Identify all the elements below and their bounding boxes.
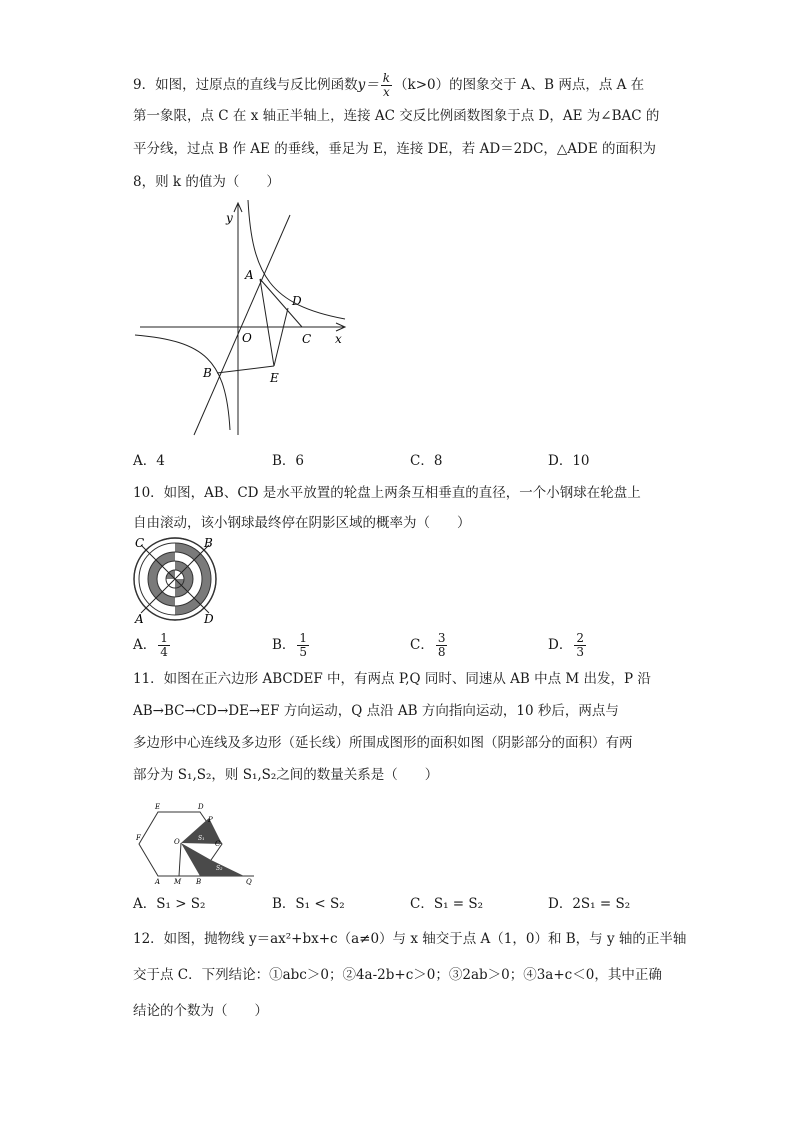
q9-option-b[interactable]: B．6 — [272, 453, 305, 469]
q9-label-x: x — [335, 332, 342, 346]
q9-func-den: x — [382, 85, 390, 99]
q12-line-3: 结论的个数为（ ） — [133, 1003, 268, 1019]
q10-label-B: B — [204, 536, 213, 550]
q9-func-num: k — [382, 71, 391, 85]
q11-label-S2: S₂ — [216, 865, 223, 872]
q9-segment-BE — [217, 366, 274, 373]
q10-option-b[interactable]: B． $\frac{1}{5}$ — [272, 631, 308, 659]
q11-label-B: B — [196, 878, 202, 885]
q9-line-2: 第一象限，点 C 在 x 轴正半轴上，连接 AC 交反比例函数图象于点 D，AE 为∠BAC 的 — [133, 108, 660, 124]
q10-label-D: D — [204, 612, 214, 626]
q12-line-2: 交于点 C．下列结论：①abc＞0；②4a-2b+c＞0；③2ab＞0；④3a+c＜0，其中正确 — [133, 967, 662, 983]
q9-line-1 — [133, 72, 644, 99]
q11-line-1: 11．如图在正六边形 ABCDEF 中，有两点 P,Q 同时、同速从 AB 中点 M 出发，P 沿 — [133, 671, 651, 687]
q9-label-D: D — [292, 294, 302, 308]
q11-line-4: 部分为 S₁,S₂，则 S₁,S₂之间的数量关系是（ ） — [133, 767, 439, 783]
q11-label-S1: S₁ — [198, 835, 205, 842]
q11-segment-OM — [179, 843, 181, 876]
q11-label-Q: Q — [246, 878, 252, 885]
q10-line-1: 10．如图，AB、CD 是水平放置的轮盘上两条互相垂直的直径，一个小钢球在轮盘上 — [133, 485, 641, 501]
q11-label-E: E — [155, 803, 161, 811]
q11-label-O: O — [174, 838, 180, 846]
q11-option-c[interactable]: C．S₁ = S₂ — [410, 896, 484, 912]
q9-label-E: E — [270, 371, 279, 385]
q11-label-A: A — [155, 878, 161, 885]
q11-label-C: C — [215, 840, 221, 848]
q11-line-3: 多边形中心连线及多边形（延长线）所围成图形的面积如图（阴影部分的面积）有两 — [133, 735, 633, 751]
q11-label-F: F — [136, 834, 141, 842]
q11-hexagon-figure — [136, 800, 261, 885]
q11-shaded-S2 — [181, 843, 244, 876]
q9-line-AB — [194, 215, 290, 435]
q11-option-a[interactable]: A．S₁ > S₂ — [133, 896, 206, 912]
q9-hyperbola-lower — [135, 335, 230, 430]
q9-line-3: 平分线，过点 B 作 AE 的垂线，垂足为 E，连接 DE，若 AD＝2DC，△ADE 的面积为 — [133, 141, 657, 157]
q9-label-O: O — [242, 331, 252, 345]
q9-label-B: B — [203, 366, 212, 380]
q10-option-d[interactable]: D． $\frac{2}{3}$ — [548, 631, 584, 659]
q9-func-fraction — [381, 72, 392, 99]
q11-label-P: P — [208, 816, 213, 824]
q9-segment-DE — [274, 308, 288, 366]
q10-line-2: 自由滚动，该小钢球最终停在阴影区域的概率为（ ） — [133, 515, 471, 531]
q12-line-1: 12．如图，抛物线 y＝ax²+bx+c（a≠0）与 x 轴交于点 A（1，0）和 B，与 y 轴的正半轴 — [133, 931, 687, 947]
q10-label-A: A — [135, 612, 144, 626]
q9-figure — [130, 195, 360, 440]
q11-line-2: AB→BC→CD→DE→EF 方向运动，Q 点沿 AB 方向指向运动，10 秒后，两点与 — [133, 703, 619, 719]
q9-option-c[interactable]: C．8 — [410, 453, 443, 469]
q9-label-A: A — [245, 268, 254, 282]
q9-text-post: （k>0）的图象交于 A、B 两点，点 A 在 — [394, 77, 645, 93]
q9-label-C: C — [302, 332, 312, 346]
q10-option-a[interactable]: A． $\frac{1}{4}$ — [133, 631, 168, 659]
q9-label-y: y — [226, 211, 233, 225]
q10-wheel-figure — [132, 535, 224, 627]
q9-func-y: y＝ — [357, 77, 379, 93]
q11-option-d[interactable]: D．2S₁ = S₂ — [548, 896, 631, 912]
q9-line-4: 8，则 k 的值为（ ） — [133, 174, 280, 190]
q9-text-pre: 9．如图，过原点的直线与反比例函数 — [133, 77, 358, 93]
q10-option-c[interactable]: C． $\frac{3}{8}$ — [410, 631, 446, 659]
q11-label-D: D — [198, 803, 204, 811]
q11-option-b[interactable]: B．S₁ < S₂ — [272, 896, 345, 912]
q10-label-C: C — [135, 536, 145, 550]
q11-label-M: M — [174, 878, 182, 885]
q9-option-a[interactable]: A．4 — [133, 453, 165, 469]
q9-option-d[interactable]: D．10 — [548, 453, 590, 469]
